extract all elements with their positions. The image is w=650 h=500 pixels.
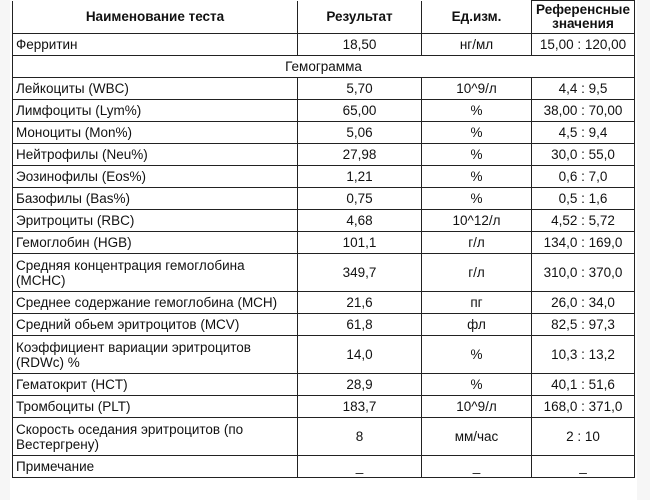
- table-header-row: [13, 1, 635, 34]
- test-reference: 15,00 : 120,00: [532, 34, 635, 56]
- test-result: 21,6: [298, 292, 422, 314]
- test-reference: 40,1 : 51,6: [532, 374, 635, 396]
- test-name: Средний обьем эритроцитов (MCV): [13, 314, 298, 336]
- table-row: [13, 336, 635, 374]
- test-result: 18,50: [298, 34, 422, 56]
- test-name: Лимфоциты (Lym%): [13, 100, 298, 122]
- test-reference: 38,00 : 70,00: [532, 100, 635, 122]
- test-name: Средняя концентрация гемоглобина (MCHC): [13, 254, 298, 292]
- test-reference: 26,0 : 34,0: [532, 292, 635, 314]
- test-result: 5,70: [298, 78, 422, 100]
- test-result: 5,06: [298, 122, 422, 144]
- page-edge-left: [0, 0, 10, 500]
- lab-results-table: [12, 0, 635, 478]
- test-result: 65,00: [298, 100, 422, 122]
- table-row: [13, 144, 635, 166]
- test-name: Тромбоциты (PLT): [13, 396, 298, 418]
- header-result: Результат: [298, 1, 422, 34]
- test-reference: 0,5 : 1,6: [532, 188, 635, 210]
- table-row: [13, 292, 635, 314]
- test-name: Ферритин: [13, 34, 298, 56]
- note-row: [13, 456, 635, 478]
- table-row: [13, 232, 635, 254]
- test-reference: 4,52 : 5,72: [532, 210, 635, 232]
- table-row: [13, 188, 635, 210]
- test-result: 27,98: [298, 144, 422, 166]
- test-unit: нг/мл: [422, 34, 532, 56]
- header-test-name: Наименование теста: [13, 1, 298, 34]
- page-edge-right: [637, 0, 650, 500]
- test-name: Скорость оседания эритроцитов (по Вестергрену): [13, 418, 298, 456]
- test-unit: 10^9/л: [422, 78, 532, 100]
- test-name: Нейтрофилы (Neu%): [13, 144, 298, 166]
- table-row: [13, 34, 635, 56]
- test-result: 8: [298, 418, 422, 456]
- test-result: 0,75: [298, 188, 422, 210]
- test-reference: 168,0 : 371,0: [532, 396, 635, 418]
- test-reference: 134,0 : 169,0: [532, 232, 635, 254]
- test-unit: г/л: [422, 232, 532, 254]
- test-name: Лейкоциты (WBC): [13, 78, 298, 100]
- test-unit: %: [422, 166, 532, 188]
- test-result: 349,7: [298, 254, 422, 292]
- test-name: Базофилы (Bas%): [13, 188, 298, 210]
- test-reference: 10,3 : 13,2: [532, 336, 635, 374]
- note-reference: _: [532, 456, 635, 478]
- test-unit: %: [422, 144, 532, 166]
- header-reference: Референсные значения: [532, 1, 635, 34]
- test-result: 183,7: [298, 396, 422, 418]
- test-result: 4,68: [298, 210, 422, 232]
- test-reference: 2 : 10: [532, 418, 635, 456]
- test-unit: %: [422, 100, 532, 122]
- note-unit: _: [422, 456, 532, 478]
- table-row: [13, 418, 635, 456]
- test-unit: пг: [422, 292, 532, 314]
- test-unit: %: [422, 336, 532, 374]
- test-unit: фл: [422, 314, 532, 336]
- header-unit: Ед.изм.: [422, 1, 532, 34]
- test-reference: 310,0 : 370,0: [532, 254, 635, 292]
- note-result: _: [298, 456, 422, 478]
- table-row: [13, 122, 635, 144]
- table-row: [13, 314, 635, 336]
- test-name: Моноциты (Mon%): [13, 122, 298, 144]
- test-name: Эритроциты (RBC): [13, 210, 298, 232]
- test-result: 1,21: [298, 166, 422, 188]
- table-row: [13, 396, 635, 418]
- test-unit: %: [422, 188, 532, 210]
- test-result: 28,9: [298, 374, 422, 396]
- test-unit: г/л: [422, 254, 532, 292]
- test-reference: 4,4 : 9,5: [532, 78, 635, 100]
- table-row: [13, 374, 635, 396]
- test-reference: 82,5 : 97,3: [532, 314, 635, 336]
- table-row: [13, 100, 635, 122]
- table-body: [13, 34, 635, 478]
- test-name: Гемоглобин (HGB): [13, 232, 298, 254]
- test-result: 14,0: [298, 336, 422, 374]
- test-unit: мм/час: [422, 418, 532, 456]
- section-title: Гемограмма: [13, 56, 635, 78]
- test-reference: 30,0 : 55,0: [532, 144, 635, 166]
- test-name: Среднее содержание гемоглобина (MCH): [13, 292, 298, 314]
- test-name: Гематокрит (HCT): [13, 374, 298, 396]
- test-reference: 0,6 : 7,0: [532, 166, 635, 188]
- test-unit: 10^9/л: [422, 396, 532, 418]
- table-row: [13, 166, 635, 188]
- test-reference: 4,5 : 9,4: [532, 122, 635, 144]
- test-result: 101,1: [298, 232, 422, 254]
- table-row: [13, 78, 635, 100]
- table-row: [13, 254, 635, 292]
- test-name: Эозинофилы (Eos%): [13, 166, 298, 188]
- table-row: [13, 210, 635, 232]
- test-unit: %: [422, 122, 532, 144]
- section-row: [13, 56, 635, 78]
- test-name: Коэффициент вариации эритроцитов (RDWc) %: [13, 336, 298, 374]
- test-unit: 10^12/л: [422, 210, 532, 232]
- note-label: Примечание: [13, 456, 298, 478]
- test-unit: %: [422, 374, 532, 396]
- test-result: 61,8: [298, 314, 422, 336]
